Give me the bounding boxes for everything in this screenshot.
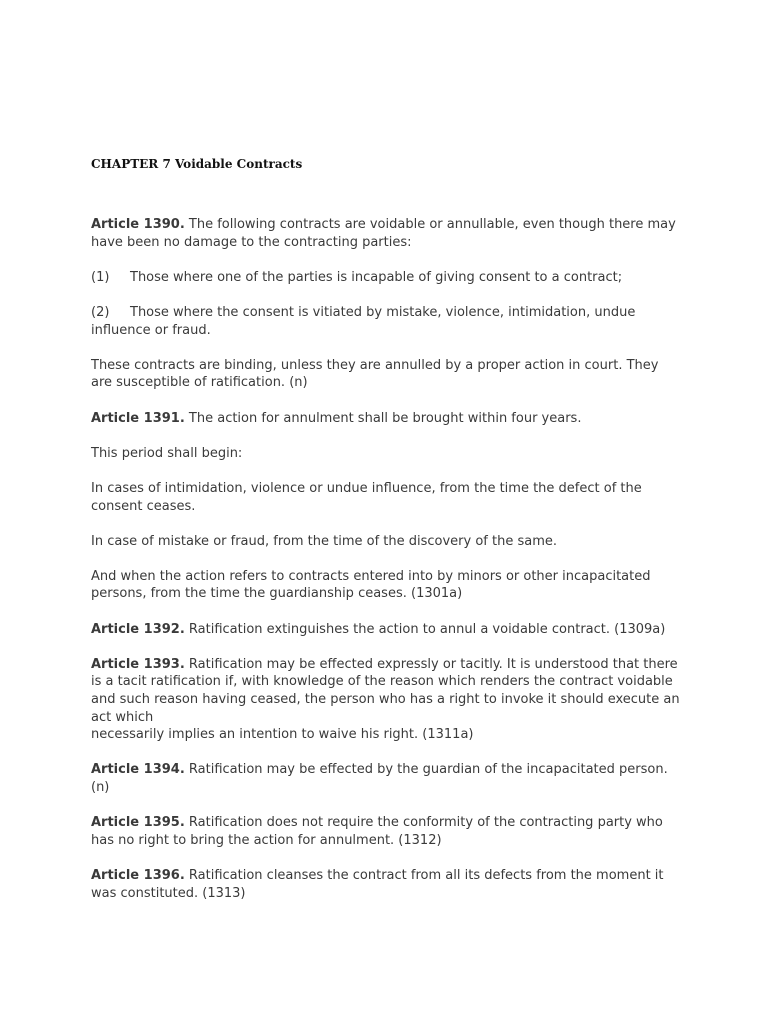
article-1395 [91,814,681,849]
list-item-1-number: (1) [91,269,110,285]
period-begin-paragraph: This period shall begin: [91,445,243,461]
list-item-2-text: Those where the consent is vitiated by mistake, violence, intimidation, undue influence or fraud. [91,304,636,338]
article-1392-label: Article 1392. [91,621,185,637]
article-1394-text: Ratification may be effected by the guardian of the incapacitated person. (n) [91,762,668,795]
list-item-2 [91,304,681,339]
minors-paragraph: And when the action refers to contracts entered into by minors or other incapacitated persons, from the time the guardianship ceases. (1301a) [91,568,651,602]
article-1391 [91,410,681,428]
article-1392 [91,621,681,639]
article-1395-text: Ratification does not require the conformity of the contracting party who has no right to bring the action for annulment. (1312) [91,815,663,848]
article-1390-text: The following contracts are voidable or annullable, even though there may have been no damage to the contracting parties: [91,217,676,250]
article-1393 [91,656,681,744]
document-content [91,156,681,920]
article-1393-label: Article 1393. [91,656,185,672]
article-1393-text-continued: necessarily implies an intention to waive his right. (1311a) [91,727,474,743]
binding-paragraph: These contracts are binding, unless they are annulled by a proper action in court. They are susceptible of ratification. (n) [91,357,659,391]
article-1394 [91,761,681,796]
list-item-2-number: (2) [91,304,110,320]
article-1396-text: Ratification cleanses the contract from all its defects from the moment it was constituted. (1313) [91,867,664,901]
article-1396 [91,867,681,902]
article-1392-text: Ratification extinguishes the action to annul a voidable contract. (1309a) [184,621,666,637]
article-1395-label: Article 1395. [91,815,185,831]
article-1393-text: Ratification may be effected expressly or tacitly. It is understood that there is a tacit ratification if, with knowledge of the reason which renders the contract voidable and such reason having ceased, the person who has a right to invoke it should execute an act which [91,656,680,725]
mistake-paragraph: In case of mistake or fraud, from the time of the discovery of the same. [91,533,558,549]
intimidation-paragraph: In cases of intimidation, violence or undue influence, from the time the defect of the consent ceases. [91,480,642,514]
list-item-1 [91,269,681,287]
article-1390 [91,216,681,251]
article-1394-label: Article 1394. [91,762,185,778]
article-1391-label: Article 1391. [91,410,185,426]
article-1396-label: Article 1396. [91,867,185,883]
article-1391-text: The action for annulment shall be brought within four years. [184,410,582,426]
article-1390-label: Article 1390. [91,217,185,232]
chapter-title: CHAPTER 7 Voidable Contracts [91,157,303,171]
list-item-1-text: Those where one of the parties is incapable of giving consent to a contract; [130,269,623,285]
